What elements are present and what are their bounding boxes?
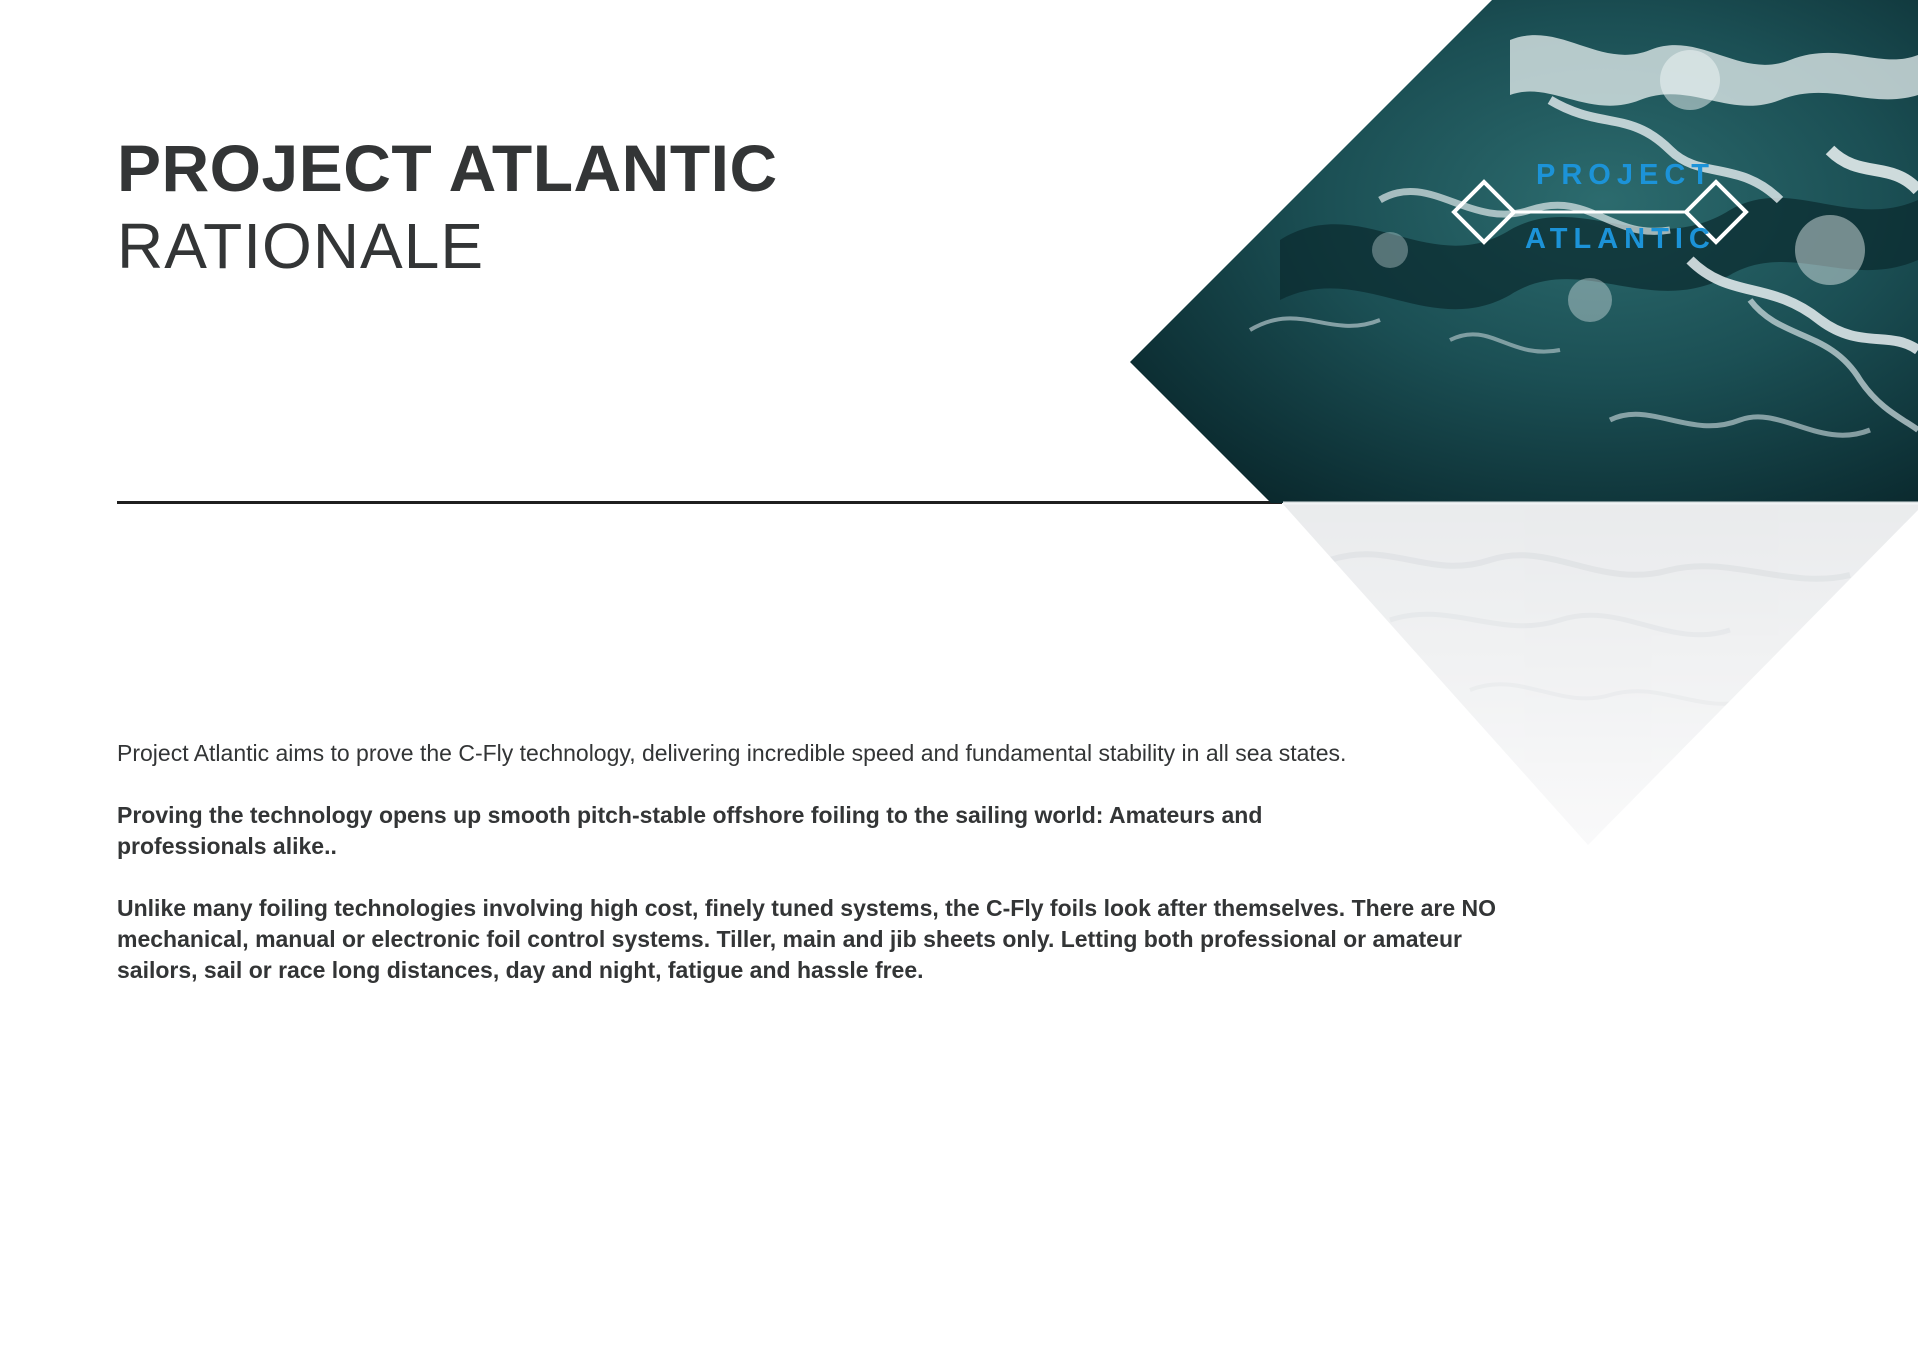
page-title: PROJECT ATLANTIC xyxy=(117,131,778,205)
technology-paragraph: Proving the technology opens up smooth pitch-stable offshore foiling to the sailing world: Amateurs and professionals alike.. xyxy=(117,802,1263,859)
page-subtitle: RATIONALE xyxy=(117,210,484,282)
foil-systems-paragraph: Unlike many foiling technologies involving high cost, finely tuned systems, the C-Fly foils look after themselves. There are NO mechanical, manual or electronic foil control systems. Tiller, main and jib sheets only. Letting both professional or amateur sailors, sail or race long distances, day and night, fatigue and hassle free. xyxy=(117,895,1497,983)
ocean-wave-image xyxy=(1130,0,1918,860)
intro-paragraph: Project Atlantic aims to prove the C-Fly technology, delivering incredible speed and fundamental stability in all sea states. xyxy=(117,740,1347,766)
brand-label-project: PROJECT xyxy=(1536,159,1715,191)
title-divider xyxy=(117,501,1282,504)
body-copy xyxy=(117,738,1537,1017)
brand-label-atlantic: ATLANTIC xyxy=(1525,223,1716,255)
